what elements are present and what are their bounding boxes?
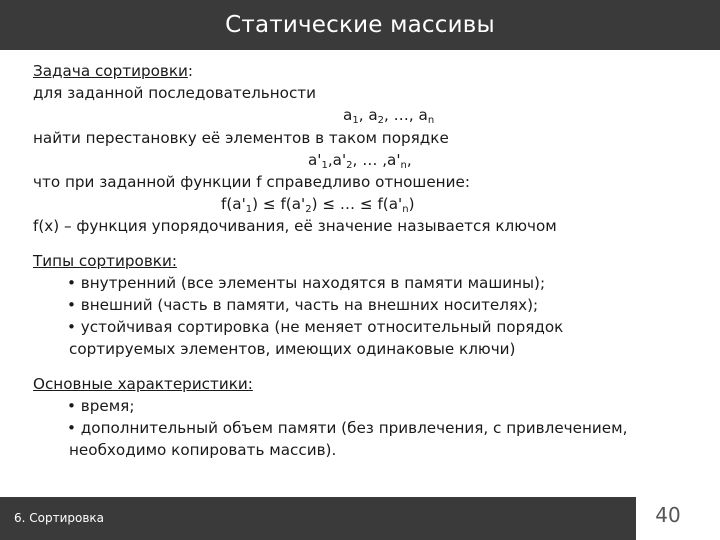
characteristics-item: • дополнительный объем памяти (без привлечения, с привлечением, bbox=[67, 419, 628, 438]
sequence-formula bbox=[33, 104, 693, 126]
task-line-2: найти перестановку её элементов в таком порядке bbox=[33, 128, 449, 147]
perm-sub: n bbox=[400, 159, 407, 171]
characteristics-item: • время; bbox=[67, 396, 135, 415]
seq-part: , …, a bbox=[384, 106, 428, 125]
permutation-formula bbox=[33, 149, 693, 171]
slide-title: Статические массивы bbox=[0, 0, 720, 50]
rel-part: f(a' bbox=[221, 195, 246, 214]
types-item: • устойчивая сортировка (не меняет относительный порядок bbox=[67, 318, 564, 337]
seq-part: a bbox=[343, 106, 353, 125]
relation-formula bbox=[33, 193, 693, 215]
rel-sub: 1 bbox=[245, 204, 253, 216]
seq-part: , a bbox=[358, 106, 378, 125]
task-heading: Задача сортировки bbox=[33, 62, 188, 80]
task-line-3: что при заданной функции f справедливо отношение: bbox=[33, 173, 470, 192]
task-heading-line bbox=[33, 60, 693, 82]
task-line-1: для заданной последовательности bbox=[33, 84, 317, 103]
types-item: • внешний (часть в памяти, часть на внешних носителях); bbox=[67, 296, 539, 315]
types-heading: Типы сортировки: bbox=[33, 251, 177, 270]
seq-sub: 2 bbox=[377, 115, 385, 127]
characteristics-item-continuation: необходимо копировать массив). bbox=[69, 441, 337, 460]
seq-sub: n bbox=[427, 115, 435, 127]
perm-part: ,a' bbox=[327, 150, 347, 169]
rel-part: ) ≤ f(a' bbox=[252, 195, 306, 214]
task-line-4: f(x) – функция упорядочивания, её значение называется ключом bbox=[33, 217, 557, 236]
types-item-continuation: сортируемых элементов, имеющих одинаковые ключи) bbox=[69, 340, 516, 359]
footer-label: 6. Сортировка bbox=[14, 511, 105, 525]
rel-sub: 2 bbox=[305, 204, 312, 216]
perm-sub: 1 bbox=[321, 159, 328, 171]
types-item: • внутренний (все элементы находятся в памяти машины); bbox=[67, 273, 546, 292]
slide-content bbox=[33, 60, 693, 461]
footer-bar bbox=[0, 497, 636, 540]
characteristics-heading: Основные характеристики: bbox=[33, 374, 253, 393]
rel-sub: n bbox=[402, 204, 409, 216]
page-number: 40 bbox=[655, 503, 681, 527]
task-heading-colon: : bbox=[187, 62, 194, 80]
perm-sub: 2 bbox=[346, 159, 353, 171]
rel-part: ) ≤ … ≤ f(a' bbox=[311, 195, 403, 214]
perm-part: , … ,a' bbox=[352, 150, 401, 169]
seq-sub: 1 bbox=[352, 115, 359, 127]
perm-part: a' bbox=[308, 150, 322, 169]
perm-part: , bbox=[406, 150, 412, 169]
rel-part: ) bbox=[408, 195, 415, 214]
